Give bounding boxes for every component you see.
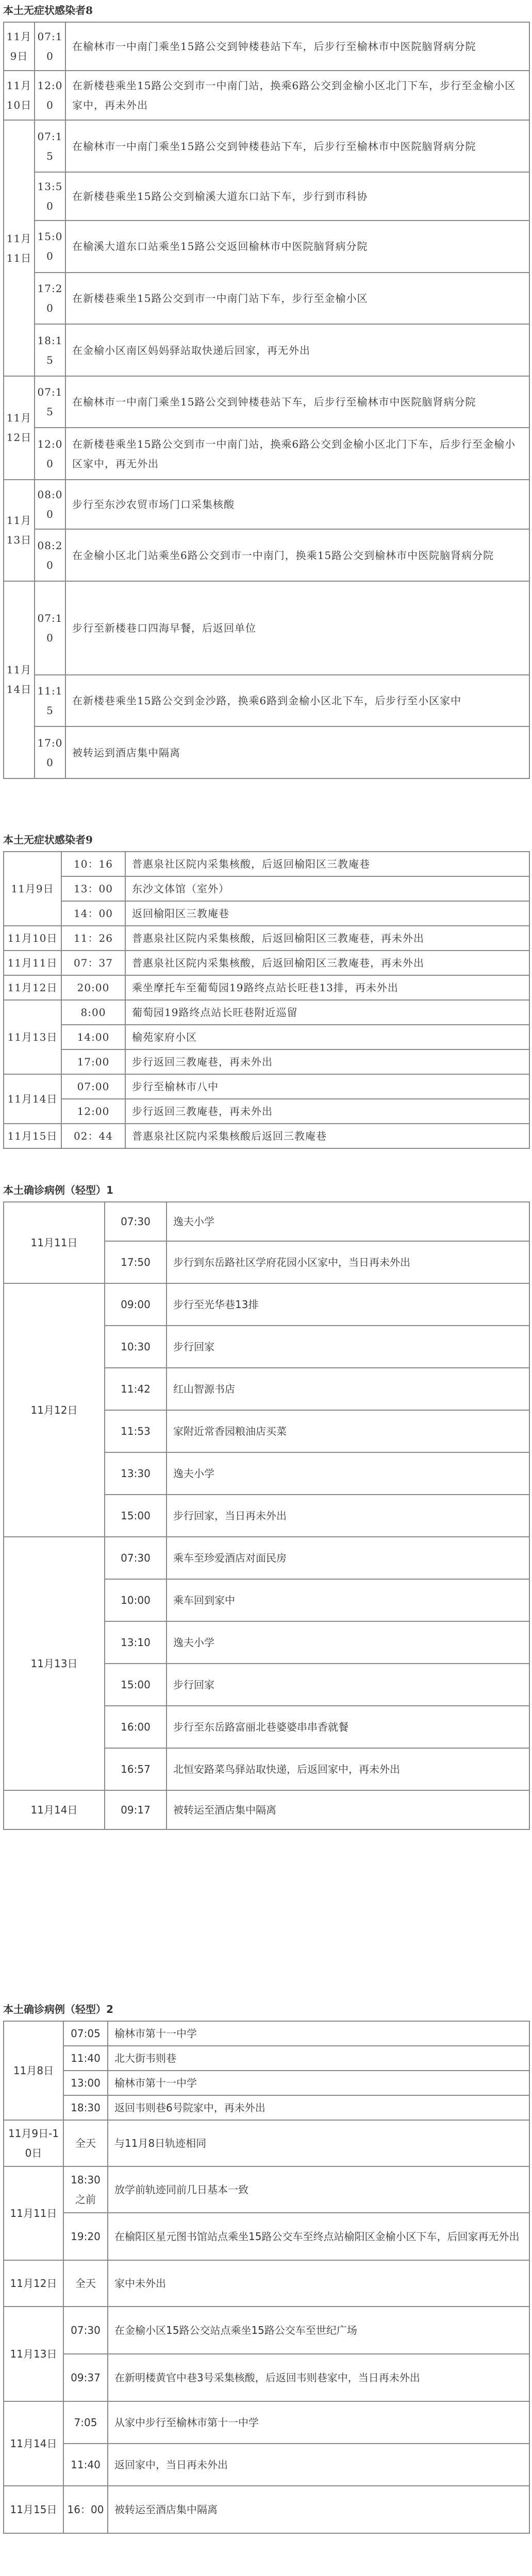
time-cell: 18:30: [63, 2095, 108, 2120]
table-row: [4, 2213, 529, 2260]
time-cell: 14:00: [61, 1025, 125, 1049]
activity-cell: 北恒安路菜鸟驿站取快递，后返回家中，再未外出: [167, 1748, 529, 1790]
table-row: [4, 376, 529, 428]
time-cell: 16：00: [63, 2486, 108, 2533]
activity-cell: 与11月8日轨迹相同: [108, 2120, 529, 2166]
activity-cell: 从家中步行至榆林市第十一中学: [108, 2401, 529, 2444]
activity-cell: 步行返回三教庵巷，再未外出: [125, 1099, 529, 1124]
time-cell: 02：44: [61, 1124, 125, 1148]
activity-cell: 步行回家: [167, 1664, 529, 1706]
time-cell: 15:00: [105, 1664, 167, 1706]
section-title: 本土确诊病例（轻型）2: [3, 2003, 113, 2015]
table-row: [4, 71, 529, 120]
activity-cell: 步行回家: [167, 1326, 529, 1368]
time-cell: 07:15: [35, 120, 65, 172]
time-cell: 18:30之前: [63, 2166, 108, 2213]
activity-cell: 在新楼巷乘坐15路公交到市一中南门站，换乘6路公交到金榆小区北门下车，后步行至金榆小区家中，再无外出: [65, 428, 529, 480]
time-cell: 16:00: [105, 1706, 167, 1748]
itinerary-table: [3, 1201, 530, 1830]
table-row: [4, 2120, 529, 2166]
time-cell: 17:00: [35, 726, 65, 778]
activity-cell: 在金榆小区南区妈妈驿站取快递后回家，再无外出: [65, 324, 529, 376]
itinerary-table: [3, 2021, 530, 2534]
date-cell: 11月11日: [4, 951, 61, 975]
activity-cell: 在榆林市一中南门乘坐15路公交到钟楼巷站下车，后步行至榆林市中医院脑肾病分院: [65, 120, 529, 172]
section-case-8: [3, 0, 530, 779]
time-cell: 07：37: [61, 951, 125, 975]
activity-cell: 返回榆阳区三教庵巷: [125, 901, 529, 926]
activity-cell: 在新楼巷乘坐15路公交到市一中南门站下车，步行至金榆小区: [65, 273, 529, 325]
time-cell: 11:40: [63, 2046, 108, 2071]
table-row: [4, 975, 529, 1000]
activity-cell: 被转运到酒店集中隔离: [65, 726, 529, 778]
date-cell: 11月8日: [4, 2021, 63, 2120]
activity-cell: 在新楼巷乘坐15路公交到金沙路，换乘6路到金榆小区北下车，后步行至小区家中: [65, 675, 529, 727]
table-row: [4, 273, 529, 325]
table-row: [4, 901, 529, 926]
table-row: [4, 2046, 529, 2071]
time-cell: 07:05: [63, 2021, 108, 2046]
time-cell: 12:00: [35, 71, 65, 120]
time-cell: 全天: [63, 2260, 108, 2307]
activity-cell: 普惠泉社区院内采集核酸，后返回榆阳区三教庵巷: [125, 852, 529, 876]
table-row: [4, 926, 529, 951]
activity-cell: 步行至东岳路富丽北巷婆婆串串香就餐: [167, 1706, 529, 1748]
table-row: [4, 324, 529, 376]
time-cell: 8:00: [61, 1000, 125, 1025]
activity-cell: 返回韦则巷6号院家中，再未外出: [108, 2095, 529, 2120]
time-cell: 17:50: [105, 1241, 167, 1283]
table-row: [4, 1074, 529, 1099]
table-row: [4, 120, 529, 172]
time-cell: 15:00: [35, 221, 65, 273]
table-row: [4, 1537, 529, 1579]
activity-cell: 逸夫小学: [167, 1621, 529, 1664]
table-row: [4, 2444, 529, 2486]
time-cell: 全天: [63, 2120, 108, 2166]
activity-cell: 在新楼巷乘坐15路公交到市一中南门站，换乘6路公交到金榆小区北门下车，步行至金榆小区家中，再未外出: [65, 71, 529, 120]
date-cell: 11月13日: [4, 480, 35, 581]
activity-cell: 步行至东沙农贸市场门口采集核酸: [65, 480, 529, 529]
activity-cell: 家中未外出: [108, 2260, 529, 2307]
activity-cell: 步行返回三教庵巷，再未外出: [125, 1049, 529, 1074]
table-row: [4, 1202, 529, 1241]
time-cell: 18:15: [35, 324, 65, 376]
table-row: [4, 1124, 529, 1148]
time-cell: 20:00: [61, 975, 125, 1000]
time-cell: 07:15: [35, 376, 65, 428]
date-cell: 11月9日-10日: [4, 2120, 63, 2166]
table-row: [4, 529, 529, 581]
time-cell: 17:20: [35, 273, 65, 325]
table-row: [4, 1283, 529, 1326]
time-cell: 07:10: [35, 581, 65, 675]
date-cell: 11月11日: [4, 2166, 63, 2260]
time-cell: 07:00: [61, 1074, 125, 1099]
date-cell: 11月15日: [4, 1124, 61, 1148]
table-row: [4, 1025, 529, 1049]
date-cell: 11月11日: [4, 1202, 105, 1283]
table-row: [4, 1049, 529, 1074]
date-cell: 11月14日: [4, 581, 35, 778]
activity-cell: 红山智源书店: [167, 1368, 529, 1410]
itinerary-table: [3, 22, 530, 779]
time-cell: 13:10: [105, 1621, 167, 1664]
itinerary-table: [3, 851, 530, 1149]
table-row: [4, 172, 529, 221]
date-cell: 11月13日: [4, 1000, 61, 1074]
activity-cell: 被转运至酒店集中隔离: [108, 2486, 529, 2533]
table-row: [4, 1099, 529, 1124]
time-cell: 11：26: [61, 926, 125, 951]
time-cell: 12:00: [61, 1099, 125, 1124]
activity-cell: 在金榆小区北门站乘坐6路公交到市一中南门，换乘15路公交到榆林市中医院脑肾病分院: [65, 529, 529, 581]
time-cell: 10:30: [105, 1326, 167, 1368]
activity-cell: 在新明楼黄官中巷3号采集核酸，后返回韦则巷家中，当日再未外出: [108, 2354, 529, 2401]
activity-cell: 在榆溪大道东口站乘坐15路公交返回榆林市中医院脑肾病分院: [65, 221, 529, 273]
activity-cell: 放学前轨迹同前几日基本一致: [108, 2166, 529, 2213]
activity-cell: 在榆林市一中南门乘坐15路公交到钟楼巷站下车，后步行至榆林市中医院脑肾病分院: [65, 22, 529, 71]
section-title: 本土无症状感染者9: [3, 834, 93, 846]
section-confirmed-2: [3, 1999, 530, 2534]
time-cell: 15:00: [105, 1495, 167, 1537]
date-cell: 11月12日: [4, 2260, 63, 2307]
time-cell: 07:30: [63, 2307, 108, 2354]
table-row: [4, 2260, 529, 2307]
activity-cell: 在榆阳区星元图书馆站点乘坐15路公交车至终点站榆阳区金榆小区下车，后回家再无外出: [108, 2213, 529, 2260]
date-cell: 11月12日: [4, 1283, 105, 1537]
date-cell: 11月9日: [4, 852, 61, 926]
table-row: [4, 2071, 529, 2095]
date-cell: 11月9日: [4, 22, 35, 71]
time-cell: 12:00: [35, 428, 65, 480]
activity-cell: 步行至新楼巷口四海早餐，后返回单位: [65, 581, 529, 675]
time-cell: 13:50: [35, 172, 65, 221]
table-row: [4, 221, 529, 273]
activity-cell: 步行回家，当日再未外出: [167, 1495, 529, 1537]
time-cell: 11:42: [105, 1368, 167, 1410]
section-title: 本土确诊病例（轻型）1: [3, 1184, 113, 1196]
date-cell: 11月14日: [4, 1074, 61, 1124]
date-cell: 11月14日: [4, 2401, 63, 2486]
section-confirmed-1: [3, 1180, 530, 1830]
time-cell: 14：00: [61, 901, 125, 926]
table-row: [4, 852, 529, 876]
date-cell: 11月12日: [4, 975, 61, 1000]
date-cell: 11月14日: [4, 1790, 105, 1829]
activity-cell: 乘车回到家中: [167, 1579, 529, 1621]
table-row: [4, 675, 529, 727]
table-row: [4, 2486, 529, 2533]
date-cell: 11月12日: [4, 376, 35, 480]
time-cell: 09:17: [105, 1790, 167, 1829]
activity-cell: 步行至榆林市八中: [125, 1074, 529, 1099]
time-cell: 7:05: [63, 2401, 108, 2444]
activity-cell: 榆林市第十一中学: [108, 2021, 529, 2046]
time-cell: 13：00: [61, 876, 125, 901]
date-cell: 11月13日: [4, 2307, 63, 2401]
activity-cell: 榆苑家府小区: [125, 1025, 529, 1049]
section-case-9: [3, 829, 530, 1149]
time-cell: 16:57: [105, 1748, 167, 1790]
table-row: [4, 2021, 529, 2046]
activity-cell: 乘车至珍爱酒店对面民房: [167, 1537, 529, 1579]
time-cell: 07:30: [105, 1202, 167, 1241]
date-cell: 11月13日: [4, 1537, 105, 1790]
time-cell: 13:30: [105, 1452, 167, 1495]
table-row: [4, 2095, 529, 2120]
table-row: [4, 2166, 529, 2213]
activity-cell: 榆林市第十一中学: [108, 2071, 529, 2095]
time-cell: 08:20: [35, 529, 65, 581]
activity-cell: 返回家中，当日再未外出: [108, 2444, 529, 2486]
time-cell: 10:00: [105, 1579, 167, 1621]
time-cell: 10：16: [61, 852, 125, 876]
time-cell: 17:00: [61, 1049, 125, 1074]
activity-cell: 普惠泉社区院内采集核酸后返回三教庵巷: [125, 1124, 529, 1148]
table-row: [4, 428, 529, 480]
date-cell: 11月10日: [4, 926, 61, 951]
table-row: [4, 22, 529, 71]
table-row: [4, 2307, 529, 2354]
activity-cell: 在金榆小区15路公交站点乘坐15路公交车至世纪广场: [108, 2307, 529, 2354]
table-row: [4, 1790, 529, 1829]
activity-cell: 在新楼巷乘坐15路公交到榆溪大道东口站下车，步行到市科协: [65, 172, 529, 221]
time-cell: 11:53: [105, 1410, 167, 1452]
activity-cell: 普惠泉社区院内采集核酸，后返回榆阳区三教庵巷，再未外出: [125, 951, 529, 975]
time-cell: 13:00: [63, 2071, 108, 2095]
table-row: [4, 2354, 529, 2401]
time-cell: 07:30: [105, 1537, 167, 1579]
activity-cell: 步行至光华巷13排: [167, 1283, 529, 1326]
date-cell: 11月15日: [4, 2486, 63, 2533]
activity-cell: 普惠泉社区院内采集核酸，后返回榆阳区三教庵巷，再未外出: [125, 926, 529, 951]
activity-cell: 被转运至酒店集中隔离: [167, 1790, 529, 1829]
time-cell: 08:00: [35, 480, 65, 529]
table-row: [4, 480, 529, 529]
time-cell: 11:40: [63, 2444, 108, 2486]
table-row: [4, 581, 529, 675]
activity-cell: 乘坐摩托车至葡萄园19路终点站长旺巷13排，再未外出: [125, 975, 529, 1000]
date-cell: 11月10日: [4, 71, 35, 120]
time-cell: 09:00: [105, 1283, 167, 1326]
activity-cell: 逸夫小学: [167, 1202, 529, 1241]
activity-cell: 北大街韦则巷: [108, 2046, 529, 2071]
table-row: [4, 1000, 529, 1025]
table-row: [4, 951, 529, 975]
time-cell: 19:20: [63, 2213, 108, 2260]
time-cell: 11:15: [35, 675, 65, 727]
activity-cell: 葡萄园19路终点站长旺巷附近巡留: [125, 1000, 529, 1025]
activity-cell: 东沙文体馆（室外）: [125, 876, 529, 901]
section-title: 本土无症状感染者8: [3, 4, 93, 16]
time-cell: 07:10: [35, 22, 65, 71]
date-cell: 11月11日: [4, 120, 35, 376]
activity-cell: 家附近常香园粮油店买菜: [167, 1410, 529, 1452]
table-row: [4, 726, 529, 778]
table-row: [4, 876, 529, 901]
activity-cell: 步行到东岳路社区学府花园小区家中，当日再未外出: [167, 1241, 529, 1283]
table-row: [4, 2401, 529, 2444]
activity-cell: 在榆林市一中南门乘坐15路公交到钟楼巷站下车，后步行至榆林市中医院脑肾病分院: [65, 376, 529, 428]
activity-cell: 逸夫小学: [167, 1452, 529, 1495]
time-cell: 09:37: [63, 2354, 108, 2401]
